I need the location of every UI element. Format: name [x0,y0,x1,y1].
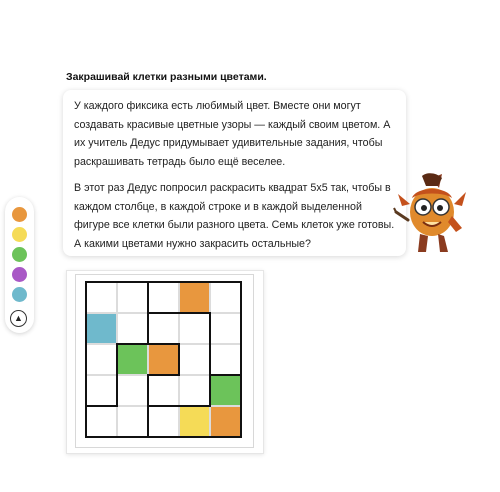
grid-cell[interactable] [179,375,210,406]
region-border [116,343,118,376]
region-border [209,374,242,376]
grid-cell[interactable] [86,282,117,313]
grid-cell[interactable] [86,344,117,375]
region-border [116,374,118,407]
grid-cell[interactable] [117,406,148,437]
grid-cell[interactable] [179,406,210,437]
region-border [209,374,211,407]
grid-cell[interactable] [148,406,179,437]
grid-cell[interactable] [179,282,210,313]
region-border [147,343,180,345]
puzzle-grid [86,282,242,438]
color-swatch-green[interactable] [12,247,27,262]
grid-cell[interactable] [148,313,179,344]
region-border [85,436,242,438]
grid-cell[interactable] [148,344,179,375]
region-border [178,405,211,407]
region-border [178,312,211,314]
task-description-card [63,90,406,256]
grid-cell[interactable] [179,313,210,344]
region-border [147,374,180,376]
color-palette [5,197,34,333]
grid-cell[interactable] [117,375,148,406]
grid-cell[interactable] [148,282,179,313]
grid-cell[interactable] [179,344,210,375]
grid-cell[interactable] [210,313,241,344]
grid-cell[interactable] [210,375,241,406]
region-border [85,281,242,283]
region-border [85,405,118,407]
grid-cell[interactable] [210,344,241,375]
grid-cell[interactable] [210,282,241,313]
grid-cell[interactable] [117,282,148,313]
grid-cell[interactable] [86,313,117,344]
grid-cell[interactable] [148,375,179,406]
region-border [147,312,149,345]
grid-cell[interactable] [86,375,117,406]
task-paragraph-2: В этот раз Дедус попросил раскрасить квадрат 5х5 так, чтобы в каждом столбце, в каждой строке и в каждой выделенной фигуре все клетки были разного цвета. Семь клеток уже готовы. А какими цветами нужно закрасить остальные? [74,182,395,250]
color-swatch-blue[interactable] [12,287,27,302]
region-border [147,405,180,407]
grid-cell[interactable] [210,406,241,437]
region-border [147,405,149,438]
dedus-mascot-icon [392,172,472,260]
region-border [209,343,211,376]
eraser-icon[interactable]: ▲ [10,310,27,327]
grid-cell[interactable] [117,313,148,344]
task-paragraph-1: У каждого фиксика есть любимый цвет. Вместе они могут создавать красивые цветные узоры — каждый своим цветом. А их учитель Дедус придумывает удивительные задания, чтобы раскрашивать тетрадь было ещё веселее. [74,100,391,168]
region-border [85,281,87,438]
task-title: Закрашивай клетки разными цветами. [66,71,267,83]
region-border [147,312,180,314]
region-border [147,374,149,407]
color-swatch-orange[interactable] [12,207,27,222]
region-border [147,281,149,314]
grid-cell[interactable] [86,406,117,437]
region-border [178,343,180,376]
color-swatch-purple[interactable] [12,267,27,282]
color-swatch-yellow[interactable] [12,227,27,242]
region-border [116,343,149,345]
region-border [209,312,211,345]
grid-cell[interactable] [117,344,148,375]
region-border [240,281,242,438]
